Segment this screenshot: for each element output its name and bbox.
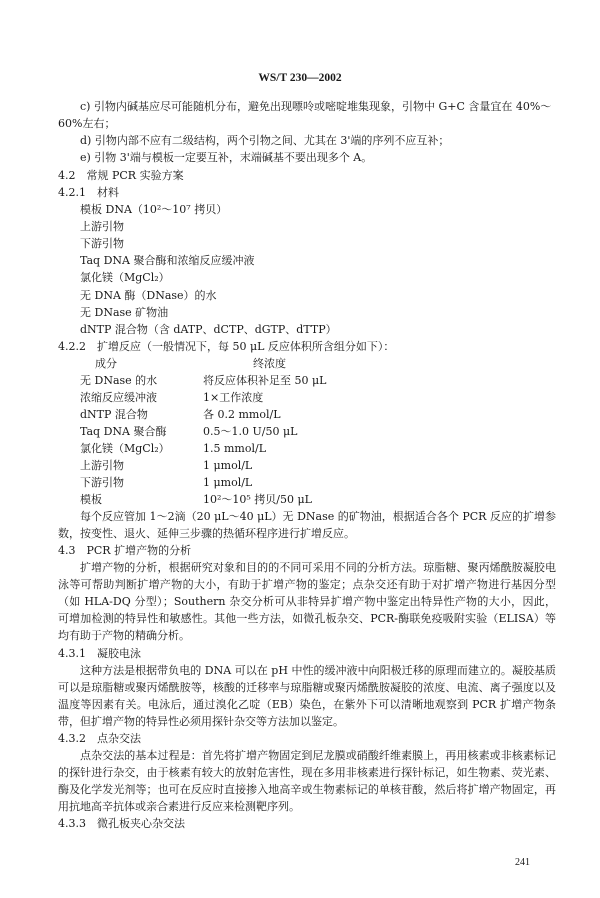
table-cell: 10²～10⁵ 拷贝/50 μL [203, 493, 312, 507]
material-item: 无 DNase 矿物油 [80, 305, 169, 319]
table-row [80, 372, 556, 389]
list-item-e: e) 引物 3'端与模板一定要互补，末端碱基不要出现多个 A。 [80, 151, 373, 165]
material-item: 氯化镁（MgCl₂） [80, 271, 170, 285]
page-number: 241 [515, 857, 530, 868]
table-cell: 将反应体积补足至 50 μL [203, 373, 327, 387]
material-item: 模板 DNA（10²～10⁷ 拷贝） [80, 203, 228, 217]
table-cell: 上游引物 [80, 458, 124, 472]
list-item-d: d) 引物内部不应有二级结构，两个引物之间、尤其在 3'端的序列不应互补； [80, 134, 450, 148]
material-item: 无 DNA 酶（DNase）的水 [80, 288, 217, 302]
table-cell: 氯化镁（MgCl₂） [80, 441, 170, 455]
section-heading-4-3-3: 4.3.3 微孔板夹心杂交法 [58, 816, 185, 830]
material-item: 下游引物 [80, 237, 124, 251]
table-row [80, 389, 556, 406]
table-row [80, 440, 556, 457]
table-header-row [80, 355, 556, 372]
section-heading-4-3-1: 4.3.1 凝胶电泳 [58, 646, 141, 660]
table-cell: 模板 [80, 493, 102, 507]
table-cell: Taq DNA 聚合酶 [80, 424, 167, 438]
section-heading-4-2-1: 4.2.1 材料 [58, 186, 119, 200]
material-item: dNTP 混合物（含 dATP、dCTP、dGTP、dTTP） [80, 322, 337, 336]
section-heading-4-3-2: 4.3.2 点杂交法 [58, 731, 141, 745]
document-header: WS/T 230—2002 [258, 72, 342, 84]
table-cell: 各 0.2 mmol/L [203, 407, 281, 421]
table-cell: dNTP 混合物 [80, 407, 148, 421]
list-item-c: c) 引物内碱基应尽可能随机分布，避免出现嘌呤或嘧啶堆集现象，引物中 G+C 含量宜在 40%～ [80, 100, 552, 113]
table-cell: 1.5 mmol/L [203, 441, 267, 455]
table-header-concentration: 终浓度 [253, 356, 286, 370]
table-row [80, 457, 556, 474]
material-item: Taq DNA 聚合酶和浓缩反应缓冲液 [80, 254, 255, 268]
paragraph-amplification-procedure: 每个反应管加 1～2滴（20 μL～40 μL）无 DNase 的矿物油，根据适合各个 PCR 反应的扩增参数，按变性、退火、延伸三步骤的热循环程序进行扩增反应。 [58, 510, 556, 541]
table-header-component: 成分 [95, 356, 117, 370]
section-heading-4-3: 4.3 PCR 扩增产物的分析 [58, 544, 192, 558]
table-cell: 0.5～1.0 U/50 μL [203, 424, 298, 438]
table-cell: 1 μmol/L [203, 458, 253, 472]
table-cell: 浓缩反应缓冲液 [80, 390, 157, 404]
table-row [80, 406, 556, 423]
reaction-components-table [58, 355, 556, 508]
paragraph-gel-electrophoresis: 这种方法是根据带负电的 DNA 可以在 pH 中性的缓冲液中向阳极迁移的原理而建立的。凝胶基质可以是琼脂糖或聚丙烯酰胺等，核酸的迁移率与琼脂糖或聚丙烯酰胺凝胶的浓度、电流、离子强度以及温度等因素有关。电泳后，通过溴化乙啶（EB）染色，在紫外下可以清晰地观察到 PCR 扩增产物条带，但扩增产物的特异性必须用探针杂交等方法加以鉴定。 [58, 663, 556, 728]
paragraph-dot-hybridization: 点杂交法的基本过程是：首先将扩增产物固定到尼龙膜或硝酸纤维素膜上，再用核素或非核素标记的探针进行杂交，由于核素有较大的放射危害性，现在多用非核素进行探针标记，如生物素、荧光素、酶及化学发光剂等；也可在反应时直接掺入地高辛或生物素标记的单核苷酸，然后将扩增产物固定，再用抗地高辛抗体或亲合素进行反应来检测靶序列。 [58, 748, 556, 813]
page-content [58, 98, 556, 832]
table-row [80, 474, 556, 491]
list-item-c-cont: 60%左右； [58, 117, 116, 131]
table-row [80, 423, 556, 440]
table-cell: 1×工作浓度 [203, 390, 264, 404]
paragraph-product-analysis: 扩增产物的分析，根据研究对象和目的的不同可采用不同的分析方法。琼脂糖、聚丙烯酰胺凝胶电泳等可帮助判断扩增产物的大小，有助于扩增产物的鉴定；点杂交还有助于对扩增产物进行基因分型（如 HLA-DQ 分型）；Southern 杂交分析可从非特异扩增产物中鉴定出特异性产物的大小，因此，可增加检测的特异性和敏感性。其他一些方法，如微孔板杂交、PCR-酶联免疫吸附实验（ELISA）等均有助于产物的精确分析。 [58, 561, 556, 643]
table-cell: 下游引物 [80, 476, 124, 490]
section-heading-4-2-2: 4.2.2 扩增反应（一般情况下，每 50 μL 反应体积所含组分如下）： [58, 339, 395, 353]
table-cell: 无 DNase 的水 [80, 373, 158, 387]
section-heading-4-2: 4.2 常规 PCR 实验方案 [58, 169, 184, 183]
table-cell: 1 μmol/L [203, 476, 253, 490]
material-item: 上游引物 [80, 220, 124, 234]
table-row [80, 491, 556, 508]
